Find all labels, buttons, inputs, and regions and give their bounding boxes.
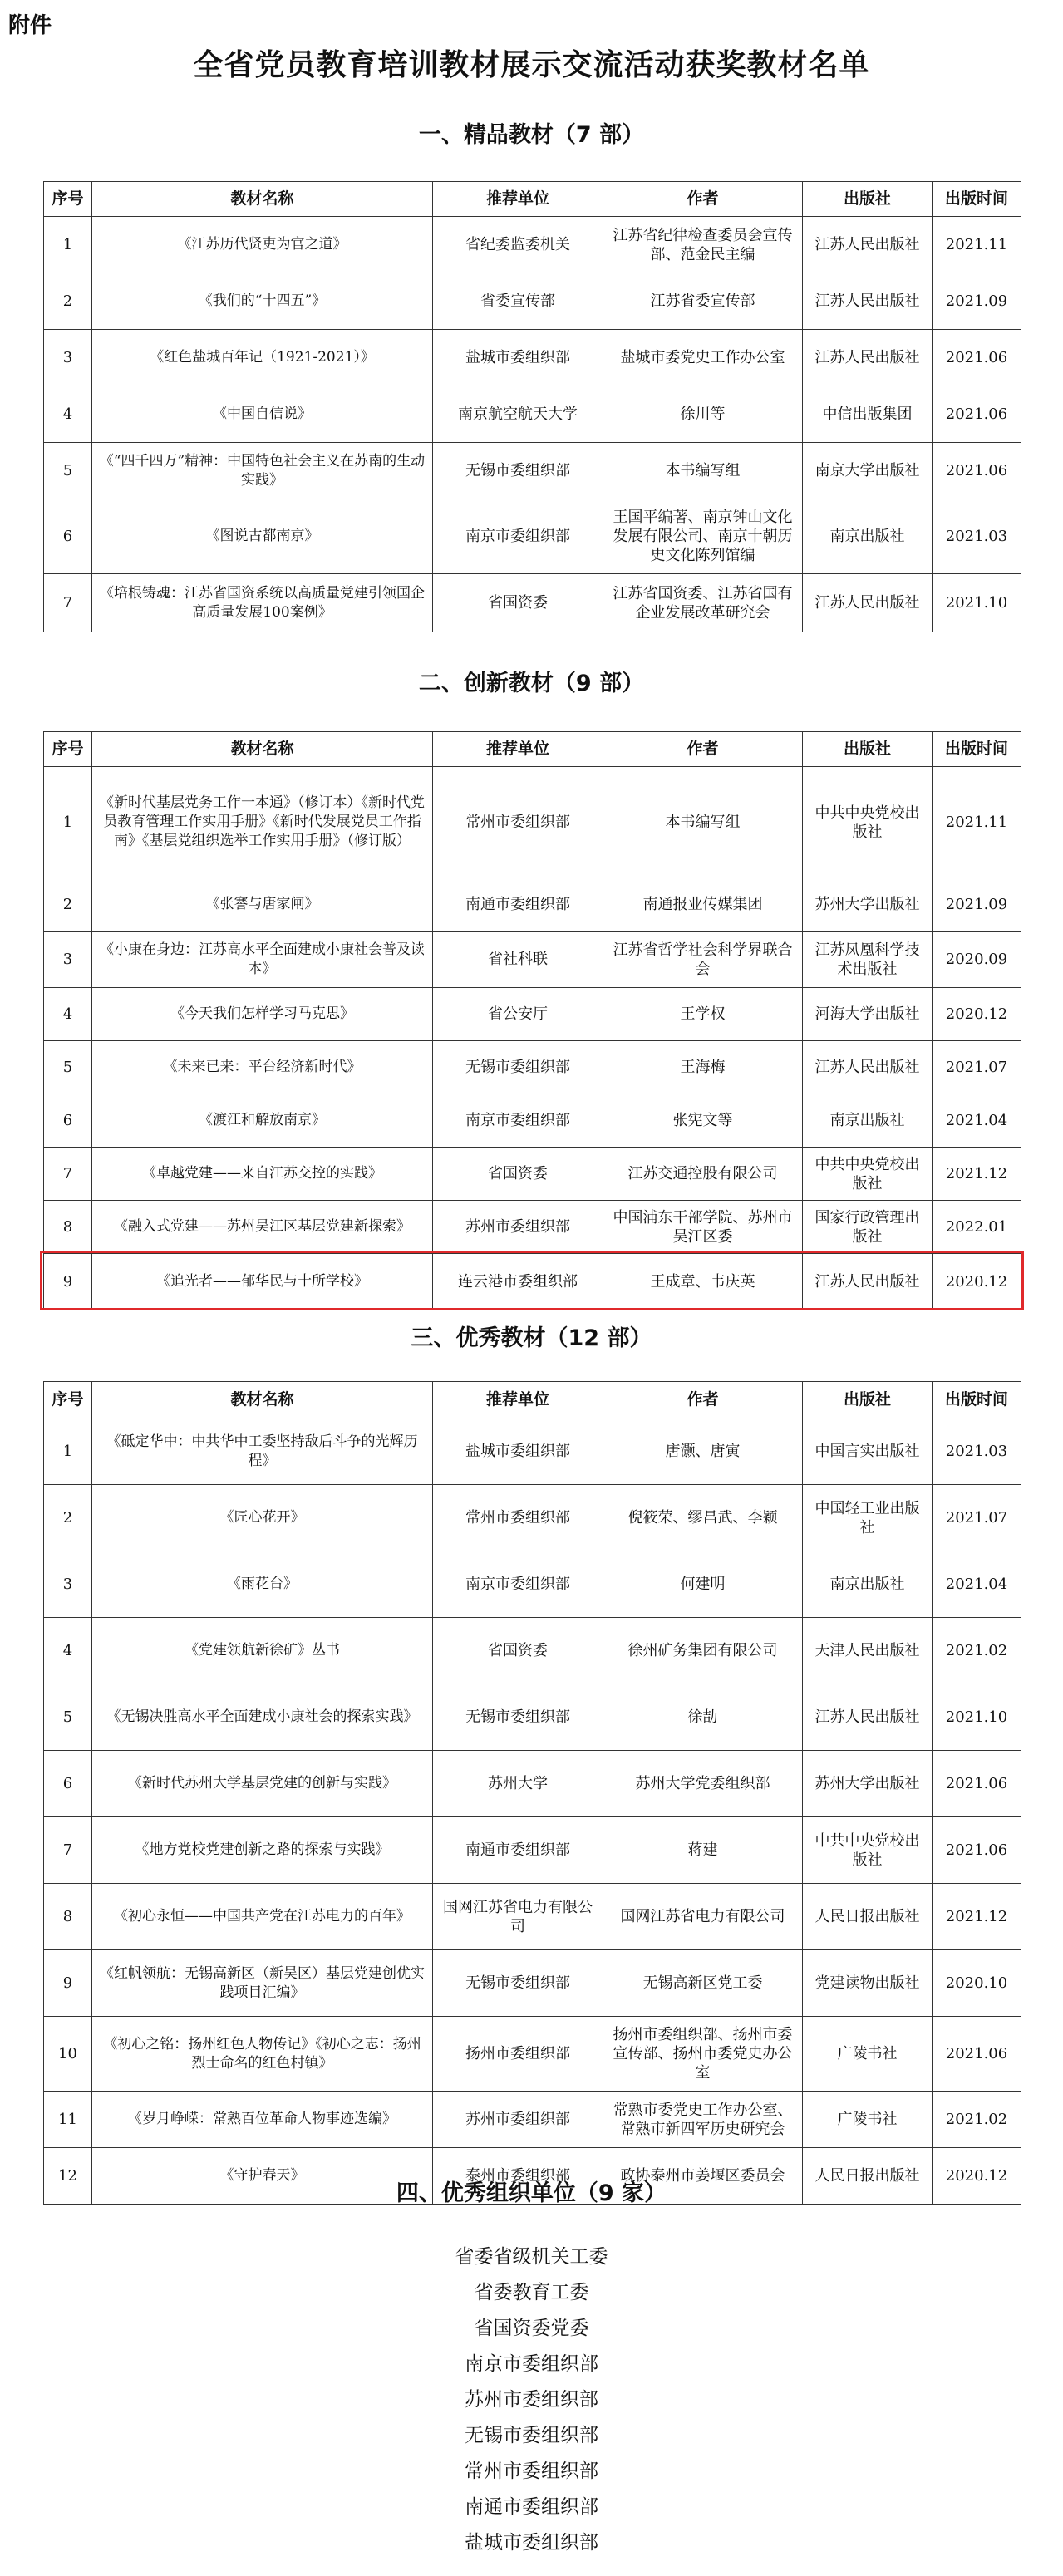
material-name: 《江苏历代贤吏为官之道》 [92,217,433,273]
serial-number: 1 [44,767,92,878]
organization-item: 省国资委党委 [474,2318,589,2339]
serial-number: 6 [44,499,92,574]
serial-number: 6 [44,1751,92,1817]
publisher: 江苏人民出版社 [803,217,933,273]
publisher: 苏州大学出版社 [803,878,933,932]
serial-number: 7 [44,1148,92,1201]
author: 江苏交通控股有限公司 [603,1148,803,1201]
publish-date: 2021.06 [933,386,1021,443]
serial-number: 5 [44,1041,92,1094]
material-name: 《初心永恒——中国共产党在江苏电力的百年》 [92,1884,433,1950]
material-name: 《培根铸魂：江苏省国资系统以高质量党建引领国企高质量发展100案例》 [92,574,433,632]
recommending-unit: 南京市委组织部 [433,499,603,574]
material-name: 《小康在身边：江苏高水平全面建成小康社会普及读本》 [92,932,433,988]
serial-number: 8 [44,1201,92,1254]
recommending-unit: 无锡市委组织部 [433,1950,603,2017]
material-name: 《红色盐城百年记（1921-2021）》 [92,330,433,386]
serial-number: 6 [44,1094,92,1148]
author: 王海梅 [603,1041,803,1094]
publish-date: 2021.02 [933,1618,1021,1684]
material-name: 《守护春天》 [92,2148,433,2205]
author: 王成章、韦庆英 [603,1254,803,1310]
header-date: 出版时间 [933,1382,1021,1418]
author: 江苏省纪律检查委员会宣传部、范金民主编 [603,217,803,273]
material-name: 《融入式党建——苏州吴江区基层党建新探索》 [92,1201,433,1254]
material-name: 《我们的“十四五”》 [92,273,433,330]
recommending-unit: 南京航空航天大学 [433,386,603,443]
serial-number: 3 [44,330,92,386]
author: 王国平编著、南京钟山文化发展有限公司、南京十朝历史文化陈列馆编 [603,499,803,574]
table-row [44,1950,1021,2017]
table-row [44,574,1021,632]
publish-date: 2021.11 [933,767,1021,878]
table-row [44,330,1021,386]
author: 本书编写组 [603,443,803,499]
material-name: 《无锡决胜高水平全面建成小康社会的探索实践》 [92,1684,433,1751]
material-name: 《雨花台》 [92,1551,433,1618]
author: 蒋建 [603,1817,803,1884]
author: 苏州大学党委组织部 [603,1751,803,1817]
publisher: 中共中央党校出版社 [803,1817,933,1884]
recommending-unit: 南京市委组织部 [433,1094,603,1148]
section-title-innovation: 二、创新教材（9 部） [418,671,645,696]
publisher: 中国轻工业出版社 [803,1485,933,1551]
author: 唐灏、唐寅 [603,1418,803,1485]
serial-number: 2 [44,878,92,932]
material-name: 《卓越党建——来自江苏交控的实践》 [92,1148,433,1201]
section-title-premium: 一、精品教材（7 部） [418,122,645,148]
serial-number: 8 [44,1884,92,1950]
serial-number: 7 [44,1817,92,1884]
table-row [44,1751,1021,1817]
material-name: 《新时代苏州大学基层党建的创新与实践》 [92,1751,433,1817]
publish-date: 2021.11 [933,217,1021,273]
publisher: 人民日报出版社 [803,2148,933,2205]
material-name: 《地方党校党建创新之路的探索与实践》 [92,1817,433,1884]
table-row [44,1684,1021,1751]
header-date: 出版时间 [933,182,1021,217]
author: 江苏省哲学社会科学界联合会 [603,932,803,988]
serial-number: 2 [44,273,92,330]
publisher: 江苏人民出版社 [803,330,933,386]
publisher: 南京出版社 [803,1551,933,1618]
publish-date: 2021.10 [933,1684,1021,1751]
publisher: 南京出版社 [803,1094,933,1148]
material-name: 《中国自信说》 [92,386,433,443]
table-row [44,1551,1021,1618]
publish-date: 2021.06 [933,330,1021,386]
publisher: 广陵书社 [803,2017,933,2092]
table-premium [43,181,1021,632]
author: 无锡高新区党工委 [603,1950,803,2017]
publish-date: 2021.03 [933,499,1021,574]
serial-number: 5 [44,443,92,499]
author: 扬州市委组织部、扬州市委宣传部、扬州市委党史办公室 [603,2017,803,2092]
header-publisher: 出版社 [803,732,933,767]
organization-item: 省委教育工委 [474,2282,589,2303]
serial-number: 4 [44,1618,92,1684]
recommending-unit: 省国资委 [433,1618,603,1684]
recommending-unit: 无锡市委组织部 [433,443,603,499]
material-name: 《“四千四万”精神：中国特色社会主义在苏南的生动实践》 [92,443,433,499]
material-name: 《渡江和解放南京》 [92,1094,433,1148]
publisher: 河海大学出版社 [803,988,933,1041]
document-title: 全省党员教育培训教材展示交流活动获奖教材名单 [193,48,870,82]
author: 常熟市委党史工作办公室、常熟市新四军历史研究会 [603,2092,803,2148]
author: 徐川等 [603,386,803,443]
author: 张宪文等 [603,1094,803,1148]
publisher: 天津人民出版社 [803,1618,933,1684]
table-row [44,1148,1021,1201]
serial-number: 4 [44,386,92,443]
publish-date: 2022.01 [933,1201,1021,1254]
publisher: 中信出版集团 [803,386,933,443]
material-name: 《匠心花开》 [92,1485,433,1551]
table-row [44,878,1021,932]
table-row [44,1884,1021,1950]
publisher: 中共中央党校出版社 [803,1148,933,1201]
header-author: 作者 [603,182,803,217]
serial-number: 3 [44,1551,92,1618]
organization-item: 省委省级机关工委 [455,2246,608,2268]
publisher: 江苏凤凰科学技术出版社 [803,932,933,988]
publish-date: 2020.12 [933,2148,1021,2205]
recommending-unit: 省委宣传部 [433,273,603,330]
recommending-unit: 盐城市委组织部 [433,330,603,386]
header-unit: 推荐单位 [433,182,603,217]
table-row [44,988,1021,1041]
organization-item: 盐城市委组织部 [465,2532,598,2554]
publish-date: 2021.07 [933,1485,1021,1551]
author: 江苏省国资委、江苏省国有企业发展改革研究会 [603,574,803,632]
author: 江苏省委宣传部 [603,273,803,330]
publish-date: 2021.10 [933,574,1021,632]
header-unit: 推荐单位 [433,732,603,767]
recommending-unit: 南通市委组织部 [433,878,603,932]
publish-date: 2021.06 [933,2017,1021,2092]
material-name: 《张謇与唐家闸》 [92,878,433,932]
serial-number: 9 [44,1950,92,2017]
table-row [44,443,1021,499]
section-title-organizations: 四、优秀组织单位（9 家） [396,2180,667,2206]
publisher: 南京大学出版社 [803,443,933,499]
material-name: 《追光者——郁华民与十所学校》 [92,1254,433,1310]
table-row [44,1485,1021,1551]
publisher: 江苏人民出版社 [803,273,933,330]
author: 中国浦东干部学院、苏州市吴江区委 [603,1201,803,1254]
material-name: 《砥定华中：中共华中工委坚持敌后斗争的光辉历程》 [92,1418,433,1485]
publisher: 江苏人民出版社 [803,1041,933,1094]
publish-date: 2021.06 [933,443,1021,499]
organization-item: 南京市委组织部 [465,2353,598,2375]
serial-number: 9 [44,1254,92,1310]
header-publisher: 出版社 [803,1382,933,1418]
publisher: 江苏人民出版社 [803,1684,933,1751]
table-row [44,932,1021,988]
material-name: 《初心之铭：扬州红色人物传记》《初心之志：扬州烈士命名的红色村镇》 [92,2017,433,2092]
section-title-excellent: 三、优秀教材（12 部） [411,1325,652,1351]
recommending-unit: 南通市委组织部 [433,1817,603,1884]
publish-date: 2020.10 [933,1950,1021,2017]
publish-date: 2021.12 [933,1148,1021,1201]
recommending-unit: 连云港市委组织部 [433,1254,603,1310]
organization-item: 南通市委组织部 [465,2496,598,2518]
recommending-unit: 盐城市委组织部 [433,1418,603,1485]
author: 王学权 [603,988,803,1041]
table-innovation [43,731,1021,1310]
publish-date: 2020.12 [933,1254,1021,1310]
author: 何建明 [603,1551,803,1618]
header-unit: 推荐单位 [433,1382,603,1418]
header-author: 作者 [603,1382,803,1418]
header-material-name: 教材名称 [92,182,433,217]
publish-date: 2021.04 [933,1094,1021,1148]
serial-number: 3 [44,932,92,988]
recommending-unit: 苏州市委组织部 [433,2092,603,2148]
header-date: 出版时间 [933,732,1021,767]
author: 倪筱荣、缪昌武、李颖 [603,1485,803,1551]
author: 徐州矿务集团有限公司 [603,1618,803,1684]
table-row [44,1201,1021,1254]
publisher: 南京出版社 [803,499,933,574]
publish-date: 2021.07 [933,1041,1021,1094]
table-row [44,386,1021,443]
publish-date: 2020.09 [933,932,1021,988]
recommending-unit: 省国资委 [433,574,603,632]
recommending-unit: 国网江苏省电力有限公司 [433,1884,603,1950]
table-row [44,1618,1021,1684]
recommending-unit: 省国资委 [433,1148,603,1201]
header-author: 作者 [603,732,803,767]
serial-number: 5 [44,1684,92,1751]
recommending-unit: 省纪委监委机关 [433,217,603,273]
header-material-name: 教材名称 [92,1382,433,1418]
header-serial: 序号 [44,732,92,767]
table-row [44,499,1021,574]
publisher: 苏州大学出版社 [803,1751,933,1817]
publish-date: 2020.12 [933,988,1021,1041]
publisher: 中共中央党校出版社 [803,767,933,878]
publisher: 江苏人民出版社 [803,1254,933,1310]
recommending-unit: 常州市委组织部 [433,1485,603,1551]
author: 国网江苏省电力有限公司 [603,1884,803,1950]
table-header-row [44,732,1021,767]
organization-item: 无锡市委组织部 [465,2425,598,2446]
organization-list [0,2239,1063,2561]
publisher: 党建读物出版社 [803,1950,933,2017]
recommending-unit: 无锡市委组织部 [433,1684,603,1751]
organization-item: 常州市委组织部 [465,2460,598,2482]
serial-number: 12 [44,2148,92,2205]
header-serial: 序号 [44,1382,92,1418]
publisher: 中国言实出版社 [803,1418,933,1485]
recommending-unit: 泰州市委组织部 [433,2148,603,2205]
material-name: 《图说古都南京》 [92,499,433,574]
table-row [44,1418,1021,1485]
author: 南通报业传媒集团 [603,878,803,932]
recommending-unit: 南京市委组织部 [433,1551,603,1618]
material-name: 《今天我们怎样学习马克思》 [92,988,433,1041]
serial-number: 11 [44,2092,92,2148]
recommending-unit: 苏州大学 [433,1751,603,1817]
author: 盐城市委党史工作办公室 [603,330,803,386]
publish-date: 2021.06 [933,1751,1021,1817]
publish-date: 2021.09 [933,878,1021,932]
publish-date: 2021.04 [933,1551,1021,1618]
table-excellent [43,1381,1021,2205]
material-name: 《党建领航新徐矿》丛书 [92,1618,433,1684]
author: 本书编写组 [603,767,803,878]
table-header-row [44,182,1021,217]
table-row [44,1094,1021,1148]
publish-date: 2021.09 [933,273,1021,330]
table-header-row [44,1382,1021,1418]
publish-date: 2021.02 [933,2092,1021,2148]
table-row [44,217,1021,273]
table-row [44,1254,1021,1310]
attachment-label: 附件 [8,13,52,38]
publish-date: 2021.06 [933,1817,1021,1884]
serial-number: 4 [44,988,92,1041]
recommending-unit: 省社科联 [433,932,603,988]
table-row [44,1041,1021,1094]
publish-date: 2021.12 [933,1884,1021,1950]
table-row [44,2017,1021,2092]
serial-number: 1 [44,217,92,273]
header-publisher: 出版社 [803,182,933,217]
header-serial: 序号 [44,182,92,217]
organization-item: 苏州市委组织部 [465,2389,598,2411]
table-row [44,2092,1021,2148]
serial-number: 1 [44,1418,92,1485]
header-material-name: 教材名称 [92,732,433,767]
publisher: 广陵书社 [803,2092,933,2148]
recommending-unit: 苏州市委组织部 [433,1201,603,1254]
table-row [44,1817,1021,1884]
recommending-unit: 扬州市委组织部 [433,2017,603,2092]
table-row [44,767,1021,878]
publisher: 人民日报出版社 [803,1884,933,1950]
material-name: 《新时代基层党务工作一本通》（修订本）《新时代党员教育管理工作实用手册》《新时代发展党员工作指南》《基层党组织选举工作实用手册》（修订版） [92,767,433,878]
serial-number: 7 [44,574,92,632]
material-name: 《红帆领航：无锡高新区（新吴区）基层党建创优实践项目汇编》 [92,1950,433,2017]
recommending-unit: 无锡市委组织部 [433,1041,603,1094]
publisher: 国家行政管理出版社 [803,1201,933,1254]
author: 徐劼 [603,1684,803,1751]
publish-date: 2021.03 [933,1418,1021,1485]
serial-number: 2 [44,1485,92,1551]
publisher: 江苏人民出版社 [803,574,933,632]
table-row [44,273,1021,330]
recommending-unit: 省公安厅 [433,988,603,1041]
recommending-unit: 常州市委组织部 [433,767,603,878]
material-name: 《岁月峥嵘：常熟百位革命人物事迹选编》 [92,2092,433,2148]
author: 政协泰州市姜堰区委员会 [603,2148,803,2205]
serial-number: 10 [44,2017,92,2092]
material-name: 《未来已来：平台经济新时代》 [92,1041,433,1094]
